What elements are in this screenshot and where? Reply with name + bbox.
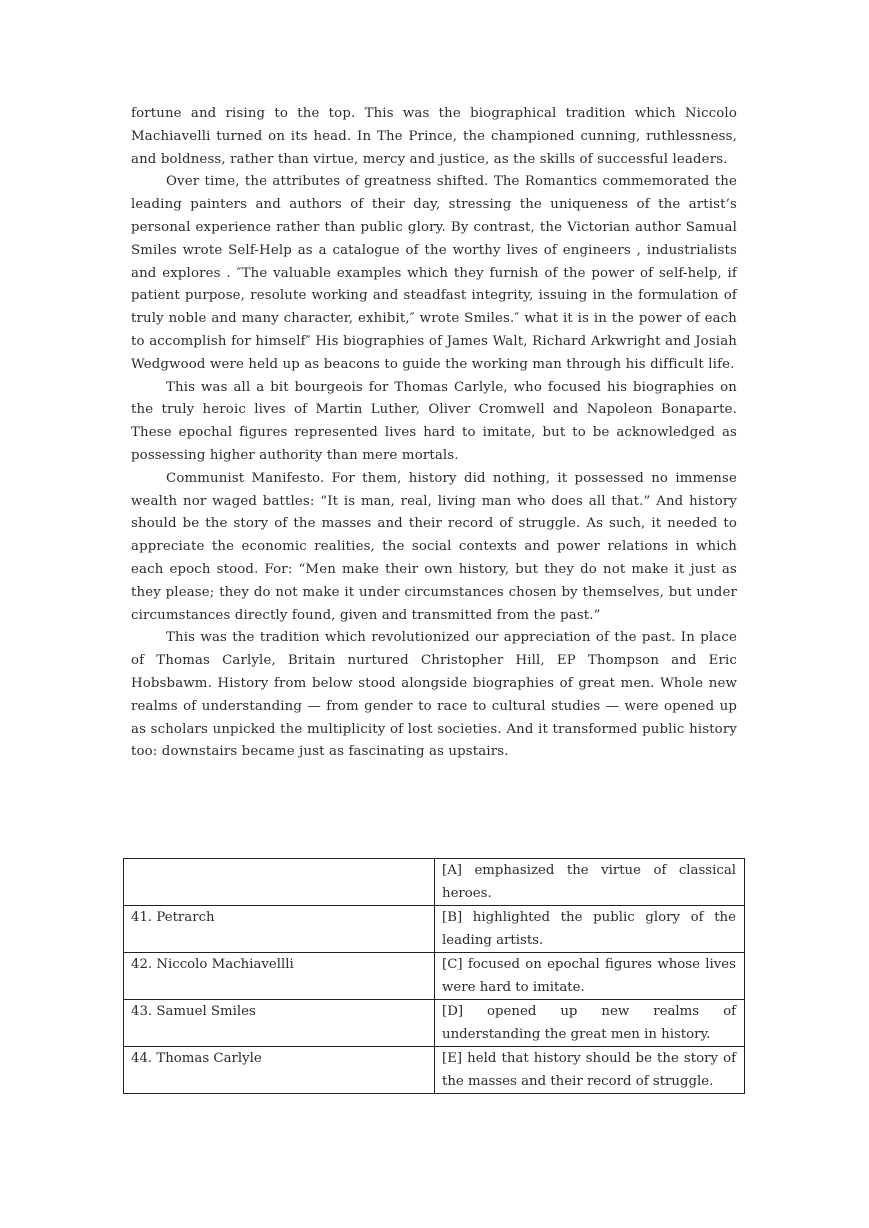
table-cell-person: 42. Niccolo Machiavellli bbox=[124, 953, 435, 1000]
passage-text bbox=[131, 103, 737, 764]
table-cell-option: [D] opened up new realms of understanding the great men in history. bbox=[435, 1000, 745, 1047]
table-row bbox=[124, 1000, 745, 1047]
table-cell-person: 43. Samuel Smiles bbox=[124, 1000, 435, 1047]
paragraph-2: Over time, the attributes of greatness shifted. The Romantics commemorated the leading painters and authors of their day, stressing the uniqueness of the artist’s personal experience rather than public glory. By contrast, the Victorian author Samual Smiles wrote Self-Help as a catalogue of the worthy lives of engineers , industrialists and explores . ″The valuable examples which they furnish of the power of self-help, if patient purpose, resolute working and steadfast integrity, issuing in the formulation of truly noble and many character, exhibit,″ wrote Smiles.″ what it is in the power of each to accomplish for himself″ His biographies of James Walt, Richard Arkwright and Josiah Wedgwood were held up as beacons to guide the working man through his difficult life. bbox=[131, 174, 737, 372]
table-row bbox=[124, 953, 745, 1000]
table-cell-person: 41. Petrarch bbox=[124, 906, 435, 953]
table-cell-person bbox=[124, 859, 435, 906]
table-cell-option: [A] emphasized the virtue of classical heroes. bbox=[435, 859, 745, 906]
matching-table bbox=[123, 858, 745, 1094]
paragraph-5: This was the tradition which revolutionized our appreciation of the past. In place of Thomas Carlyle, Britain nurtured Christopher Hill, EP Thompson and Eric Hobsbawm. History from below stood alongside biographies of great men. Whole new realms of understanding — from gender to race to cultural studies — were opened up as scholars unpicked the multiplicity of lost societies. And it transformed public history too: downstairs became just as fascinating as upstairs. bbox=[131, 630, 737, 760]
table-cell-option: [B] highlighted the public glory of the leading artists. bbox=[435, 906, 745, 953]
table-row bbox=[124, 906, 745, 953]
paragraph-3: This was all a bit bourgeois for Thomas Carlyle, who focused his biographies on the truly heroic lives of Martin Luther, Oliver Cromwell and Napoleon Bonaparte. These epochal figures represented lives hard to imitate, but to be acknowledged as possessing higher authority than mere mortals. bbox=[131, 379, 737, 463]
table-cell-option: [C] focused on epochal figures whose lives were hard to imitate. bbox=[435, 953, 745, 1000]
paragraph-4: Communist Manifesto. For them, history did nothing, it possessed no immense wealth nor waged battles: “It is man, real, living man who does all that.” And history should be the story of the masses and their record of struggle. As such, it needed to appreciate the economic realities, the social contexts and power relations in which each epoch stood. For: “Men make their own history, but they do not make it just as they please; they do not make it under circumstances chosen by themselves, but under circumstances directly found, given and transmitted from the past.” bbox=[131, 470, 737, 623]
table-row bbox=[124, 1047, 745, 1094]
table-cell-person: 44. Thomas Carlyle bbox=[124, 1047, 435, 1094]
table-cell-option: [E] held that history should be the story of the masses and their record of struggle. bbox=[435, 1047, 745, 1094]
paragraph-1: fortune and rising to the top. This was the biographical tradition which Niccolo Machiavelli turned on its head. In The Prince, the championed cunning, ruthlessness, and boldness, rather than virtue, mercy and justice, as the skills of successful leaders. bbox=[131, 106, 737, 167]
table-row bbox=[124, 859, 745, 906]
